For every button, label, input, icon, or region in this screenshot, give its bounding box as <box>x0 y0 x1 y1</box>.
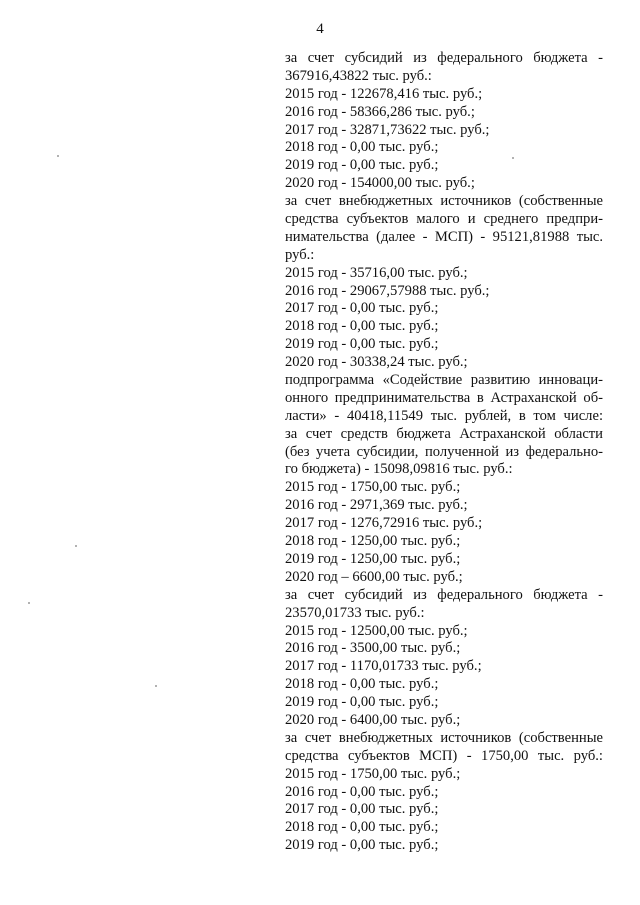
text-line: 367916,43822 тыс. руб.: <box>285 67 432 84</box>
text-line: ласти» - 40418,11549 тыс. рублей, в том числе: <box>285 407 603 424</box>
text-line: 2016 год - 58366,286 тыс. руб.; <box>285 103 475 120</box>
text-line: 2017 год - 32871,73622 тыс. руб.; <box>285 121 490 138</box>
text-line: 2019 год - 0,00 тыс. руб.; <box>285 336 439 353</box>
text-line: 2016 год - 2971,369 тыс. руб.; <box>285 497 468 514</box>
text-line: 2017 год - 0,00 тыс. руб.; <box>285 300 439 317</box>
text-line: 2017 год - 1276,72916 тыс. руб.; <box>285 515 483 532</box>
text-line: онного предпринимательства в Астраханской об- <box>285 389 603 406</box>
document-body <box>285 50 603 855</box>
text-line: 2019 год - 0,00 тыс. руб.; <box>285 837 439 854</box>
text-line: го бюджета) - 15098,09816 тыс. руб.: <box>285 461 513 478</box>
scan-speck <box>512 157 514 159</box>
text-line: средства субъектов малого и среднего предпри- <box>285 211 603 228</box>
text-line: 2015 год - 1750,00 тыс. руб.; <box>285 765 461 782</box>
text-line: 2019 год - 0,00 тыс. руб.; <box>285 694 439 711</box>
text-line: 2017 год - 1170,01733 тыс. руб.; <box>285 658 482 675</box>
text-line: 2020 год - 154000,00 тыс. руб.; <box>285 175 475 192</box>
text-line: 2015 год - 122678,416 тыс. руб.; <box>285 85 483 102</box>
text-line: 2019 год - 1250,00 тыс. руб.; <box>285 550 461 567</box>
text-line: 2016 год - 3500,00 тыс. руб.; <box>285 640 461 657</box>
text-line: 2018 год - 0,00 тыс. руб.; <box>285 676 439 693</box>
page-number: 4 <box>316 21 324 37</box>
text-line: за счет субсидий из федерального бюджета - <box>285 586 603 603</box>
text-line: 2019 год - 0,00 тыс. руб.; <box>285 157 439 174</box>
text-line: за счет внебюджетных источников (собственные <box>285 193 603 210</box>
text-line: подпрограмма «Содействие развитию инноваци- <box>285 372 603 389</box>
text-line: 2015 год - 1750,00 тыс. руб.; <box>285 479 461 496</box>
text-line: 2015 год - 12500,00 тыс. руб.; <box>285 622 468 639</box>
text-line: (без учета субсидии, полученной из федерально- <box>285 443 603 460</box>
text-line: за счет средств бюджета Астраханской области <box>285 425 603 442</box>
text-line: 2018 год - 0,00 тыс. руб.; <box>285 318 439 335</box>
text-line: за счет субсидий из федерального бюджета - <box>285 50 603 66</box>
text-line: нимательства (далее - МСП) - 95121,81988 тыс. <box>285 228 603 245</box>
scan-speck <box>155 685 157 687</box>
text-line: 2018 год - 1250,00 тыс. руб.; <box>285 533 461 550</box>
text-line: 2016 год - 29067,57988 тыс. руб.; <box>285 282 490 299</box>
text-line: 2020 год - 6400,00 тыс. руб.; <box>285 711 461 728</box>
text-line: руб.: <box>285 246 315 263</box>
scan-speck <box>28 602 30 604</box>
text-line: 2018 год - 0,00 тыс. руб.; <box>285 139 439 156</box>
text-line: 2015 год - 35716,00 тыс. руб.; <box>285 264 468 281</box>
text-line: 2020 год - 30338,24 тыс. руб.; <box>285 354 468 371</box>
text-line: 2020 год – 6600,00 тыс. руб.; <box>285 568 463 585</box>
text-line: за счет внебюджетных источников (собственные <box>285 729 603 746</box>
text-line: 23570,01733 тыс. руб.: <box>285 604 425 621</box>
scan-speck <box>75 545 77 547</box>
text-line: 2018 год - 0,00 тыс. руб.; <box>285 819 439 836</box>
scan-speck <box>57 155 59 157</box>
text-line: средства субъектов МСП) - 1750,00 тыс. руб.: <box>285 747 603 764</box>
text-line: 2016 год - 0,00 тыс. руб.; <box>285 783 439 800</box>
text-line: 2017 год - 0,00 тыс. руб.; <box>285 801 439 818</box>
